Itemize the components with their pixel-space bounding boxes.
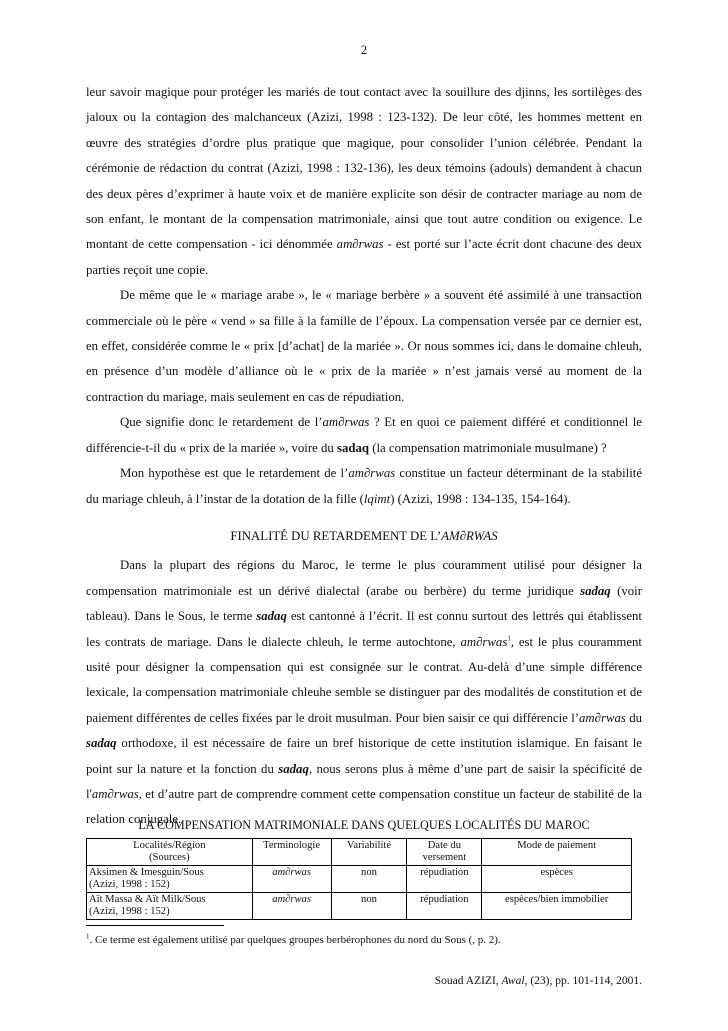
- cell-mode: espèces/bien immobilier: [482, 893, 632, 920]
- paragraph-text: est cantonné à l’écrit. Il est connu surtout des lettrés qui établissent les contrats de mariage. Dans le dialecte chleuh, le terme autochtone,: [86, 609, 642, 649]
- paragraph-text: - est porté sur l’acte écrit dont chacune des deux parties reçoit une copie.: [86, 237, 642, 277]
- paragraph-text: leur savoir magique pour protéger les mariés de tout contact avec la souillure des djinns, les sortilèges des jaloux ou la contagion des malchanceux (Azizi, 1998 : 123-132). De leur côté, les hommes mettent en œuvre des stratégies d’ordre plus pratique que magique, pour consolider l’union célébrée. Pendant la cérémonie de rédaction du contrat (Azizi, 1998 : 132-136), les deux témoins (adouls) demandent à chacun des deux pères d’exprimer à haute voix et de manière explicite son désir de contracter mariage au nom de son enfant, le montant de la compensation matrimoniale, ainsi que tout autre condition ou exigence. Le montant de cette compensation - ici dénommée: [86, 85, 642, 252]
- paragraph-5: [86, 553, 642, 832]
- term-sadaq: sadaq: [278, 761, 309, 776]
- term-sadaq: sadaq: [336, 440, 369, 455]
- paragraph-text: orthodoxe, il est nécessaire de faire un bref historique de cette institution islamique. En faisant le point sur la nature et la fonction du: [86, 736, 642, 776]
- paragraph-4: [86, 461, 642, 512]
- cell-terminology: am∂rwas: [252, 893, 331, 920]
- paragraph-text: constitue un facteur déterminant de la stabilité du mariage chleuh, à l’instar de la dotation de la fille (: [86, 466, 643, 506]
- header-mode: Mode de paiement: [482, 839, 632, 866]
- paragraph-2: De même que le « mariage arabe », le « mariage berbère » a souvent été assimilé à une transaction commerciale où le père « vend » sa fille à la famille de l’époux. La compensation versée par ce dernier est, en effet, considérée comme le « prix [d’achat] de la mariée ». Or nous sommes ici, dans le domaine chleuh, en présence d’un modèle d’alliance où le « prix de la mariée » n’est jamais versé au moment de la contraction du mariage, mais seulement en cas de répudiation.: [86, 288, 642, 404]
- footnote-number: 1: [86, 932, 90, 941]
- footnote-text: . Ce terme est également utilisé par quelques groupes berbérophones du nord du Sous (, p. 2).: [89, 934, 501, 946]
- paragraph-text: , nous serons plus à même d’une part de saisir la spécificité de l': [86, 761, 642, 801]
- citation-author: Souad AZIZI,: [434, 975, 502, 987]
- table-row: [87, 893, 632, 920]
- cell-date: répudiation: [407, 893, 482, 920]
- section-heading-term: AM∂RWAS: [441, 528, 498, 543]
- paragraph-text: ? Et en quoi ce paiement différé et conditionnel le différencie-t-il du « prix de la mariée », voire du: [86, 415, 642, 455]
- paragraph-text: , et d’autre part de comprendre comment cette compensation constitue un facteur de stabilité de la relation conjugale.: [86, 786, 642, 827]
- footnote-marker[interactable]: 1: [507, 634, 511, 643]
- term-sadaq: sadaq: [256, 609, 287, 624]
- compensation-table: [86, 838, 632, 920]
- cell-locality: Aït Massa & Aït Milk/Sous (Azizi, 1998 : 152): [87, 893, 253, 920]
- cell-variability: non: [331, 866, 407, 893]
- page-number: 2: [360, 43, 368, 57]
- header-variability: Variabilité: [331, 839, 407, 866]
- paragraph-text: Mon hypothèse est que le retardement de l’: [120, 466, 349, 481]
- article-body: [86, 80, 642, 833]
- term-amerwas: am∂rwas: [348, 466, 396, 481]
- citation-journal: Awal: [501, 975, 525, 987]
- paragraph-1: [86, 80, 642, 283]
- cell-terminology: am∂rwas: [252, 866, 331, 893]
- section-heading: [86, 524, 642, 549]
- citation-details: , (23), pp. 101-114, 2001.: [524, 975, 642, 987]
- term-amerwas: am∂rwas: [460, 634, 508, 649]
- term-amerwas: am∂rwas: [579, 710, 626, 725]
- term-sadaq: sadaq: [86, 736, 117, 751]
- paragraph-text: Que signifie donc le retardement de l’: [120, 415, 323, 430]
- paragraph-text: Dans la plupart des régions du Maroc, le terme le plus couramment utilisé pour désigner la compensation matrimoniale est un dérivé dialectal (arabe ou berbère) du terme juridique: [86, 558, 642, 598]
- paragraph-text: du: [625, 710, 642, 725]
- term-sadaq: sadaq: [580, 583, 611, 598]
- citation: [435, 975, 642, 987]
- table-header-row: [87, 839, 632, 866]
- footnote-divider: [86, 925, 224, 926]
- footnote: [86, 934, 642, 946]
- term-amerwas: am∂rwas: [91, 786, 139, 801]
- table-row: [87, 866, 632, 893]
- cell-date: répudiation: [407, 866, 482, 893]
- header-date: Date du versement: [407, 839, 482, 866]
- paragraph-text: (la compensation matrimoniale musulmane) ?: [369, 440, 607, 455]
- paragraph-text: (voir tableau). Dans le Sous, le terme: [86, 583, 642, 624]
- cell-variability: non: [331, 893, 407, 920]
- paragraph-3: [86, 410, 642, 461]
- paragraph-text: , est le plus couramment usité pour désigner la compensation qui est consignée sur le contrat. Au-delà d’une simple différence lexicale, la compensation matrimoniale chleuhe semble se distinguer par des modalités de constitution et de paiement différentes de celles fixées par le droit musulman. Pour bien saisir ce qui différencie l’: [86, 634, 642, 725]
- section-heading-prefix: FINALITÉ DU RETARDEMENT DE L’: [230, 528, 442, 543]
- cell-locality: Aksimen & Imesguin/Sous (Azizi, 1998 : 152): [87, 866, 253, 893]
- paragraph-text: ) (Azizi, 1998 : 134-135, 154-164).: [390, 491, 571, 506]
- term-amerwas: am∂rwas: [336, 237, 384, 252]
- table-title: LA COMPENSATION MATRIMONIALE DANS QUELQUES LOCALITÉS DU MAROC: [138, 818, 590, 832]
- header-locality: Localités/Région (Sources): [87, 839, 253, 866]
- header-terminology: Terminologie: [252, 839, 331, 866]
- cell-mode: espèces: [482, 866, 632, 893]
- term-lqimt: lqimt: [363, 491, 391, 506]
- term-amerwas: am∂rwas: [322, 415, 370, 430]
